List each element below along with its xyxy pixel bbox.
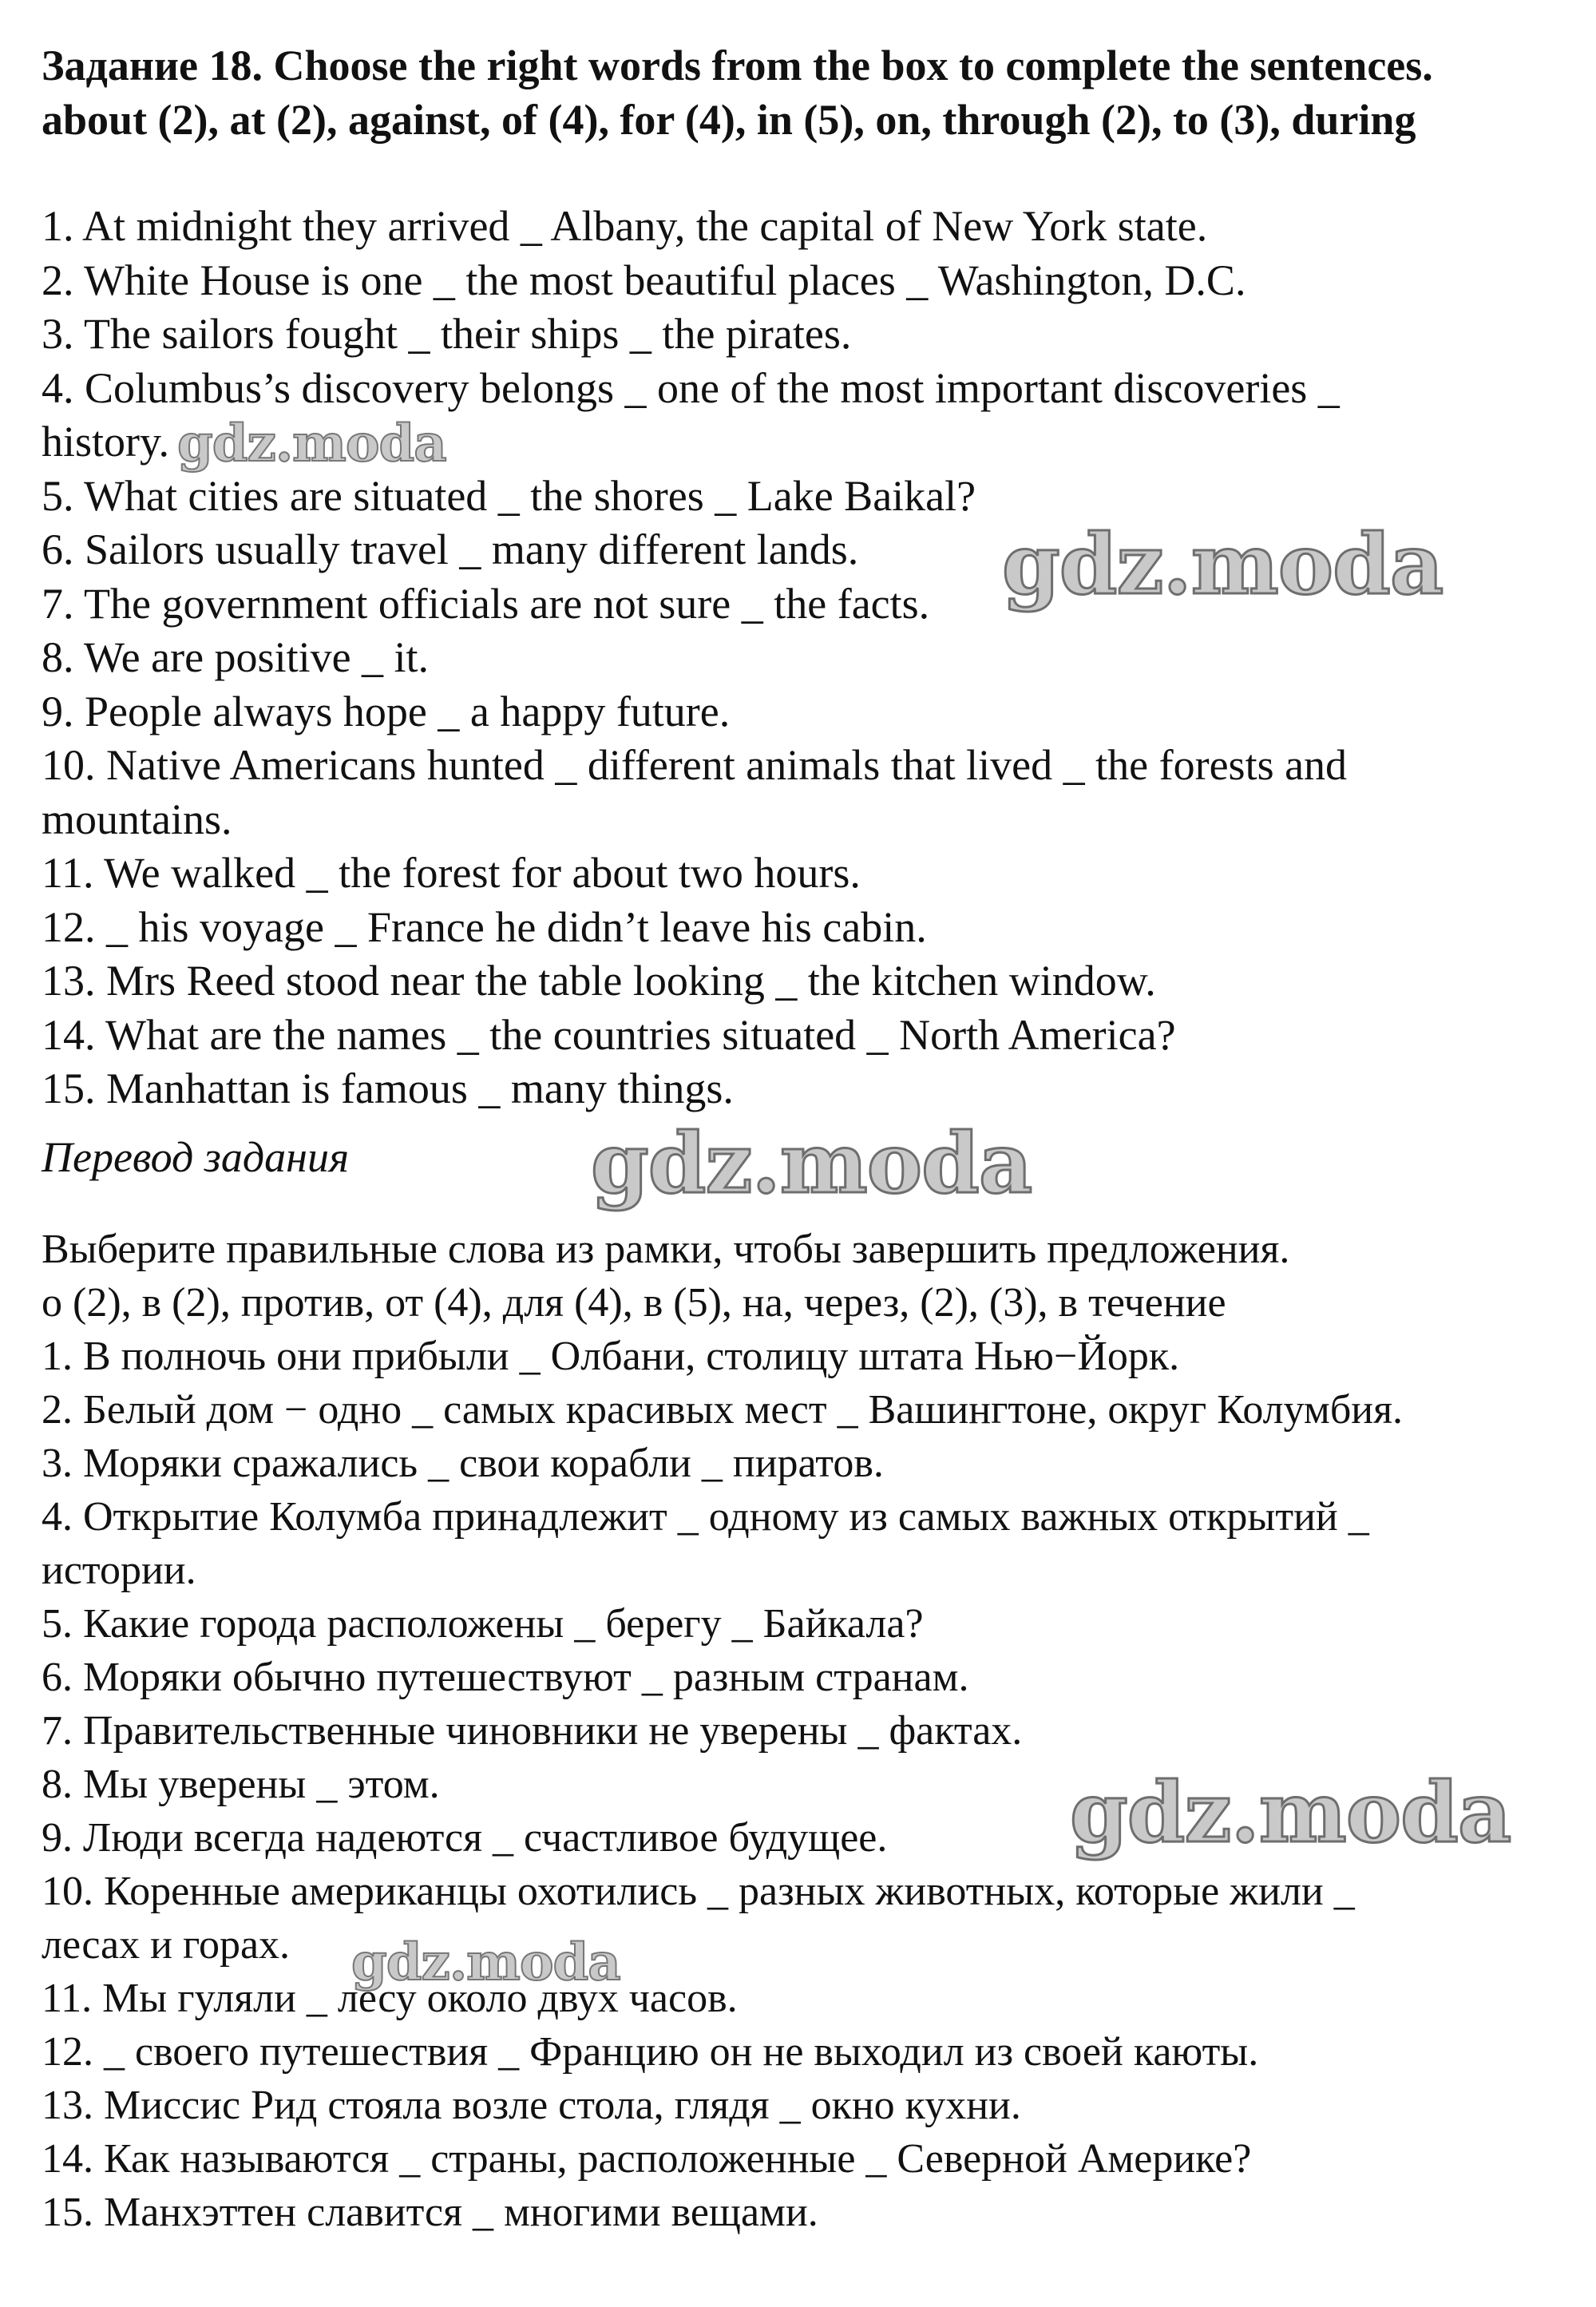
sentence-ru-4-cont: истории. bbox=[42, 1547, 196, 1593]
sentence-ru-7: 7. Правительственные чиновники не уверены _ фактах. bbox=[42, 1707, 1023, 1754]
sentence-en-13: 13. Mrs Reed stood near the table looking _ the kitchen window. bbox=[42, 957, 1156, 1005]
sentence-ru-5: 5. Какие города расположены _ берегу _ Байкала? bbox=[42, 1600, 924, 1647]
translation-label: Перевод задания bbox=[42, 1132, 350, 1181]
sentence-en-1: 1. At midnight they arrived _ Albany, the capital of New York state. bbox=[42, 202, 1208, 250]
translation-intro: Выберите правильные слова из рамки, чтобы завершить предложения. bbox=[42, 1226, 1290, 1272]
sentence-ru-15: 15. Манхэттен славится _ многими вещами. bbox=[42, 2189, 818, 2235]
sentence-ru-13: 13. Миссис Рид стояла возле стола, глядя _ окно кухни. bbox=[42, 2082, 1021, 2128]
sentence-ru-14: 14. Как называются _ страны, расположенные _ Северной Америке? bbox=[42, 2135, 1252, 2182]
sentence-en-2: 2. White House is one _ the most beautiful places _ Washington, D.C. bbox=[42, 256, 1246, 304]
translation-word-box: о (2), в (2), против, от (4), для (4), в (5), на, через, (2), (3), в течение bbox=[42, 1279, 1226, 1326]
sentence-en-14: 14. What are the names _ the countries situated _ North America? bbox=[42, 1010, 1176, 1059]
sentence-en-5: 5. What cities are situated _ the shores _ Lake Baikal? bbox=[42, 471, 976, 520]
sentence-en-7: 7. The government officials are not sure _ the facts. bbox=[42, 579, 930, 628]
sentence-en-8: 8. We are positive _ it. bbox=[42, 633, 430, 681]
sentence-en-3: 3. The sailors fought _ their ships _ the pirates. bbox=[42, 310, 852, 358]
watermark-logo: gdz.moda bbox=[1002, 515, 1444, 613]
sentence-ru-12: 12. _ своего путешествия _ Францию он не выходил из своей каюты. bbox=[42, 2028, 1259, 2075]
watermark-logo: gdz.moda bbox=[591, 1114, 1032, 1212]
sentence-en-4-cont: history. bbox=[42, 418, 169, 466]
sentence-ru-10-cont: лесах и горах. bbox=[42, 1921, 291, 1968]
task-title: Задание 18. Choose the right words from the box to complete the sentences. bbox=[42, 42, 1433, 89]
sentence-en-12: 12. _ his voyage _ France he didn’t leave his cabin. bbox=[42, 902, 927, 951]
sentence-en-10: 10. Native Americans hunted _ different animals that lived _ the forests and bbox=[42, 741, 1348, 789]
sentence-en-4: 4. Columbus’s discovery belongs _ one of the most important discoveries _ bbox=[42, 363, 1340, 412]
sentence-ru-9: 9. Люди всегда надеются _ счастливое будущее. bbox=[42, 1814, 888, 1861]
sentence-en-10-cont: mountains. bbox=[42, 795, 232, 843]
sentence-en-11: 11. We walked _ the forest for about two hours. bbox=[42, 849, 861, 897]
sentence-ru-11: 11. Мы гуляли _ лесу около двух часов. bbox=[42, 1975, 738, 2021]
sentence-en-9: 9. People always hope _ a happy future. bbox=[42, 687, 731, 735]
sentence-ru-2: 2. Белый дом − одно _ самых красивых мест _ Вашингтоне, округ Колумбия. bbox=[42, 1386, 1404, 1433]
watermark-logo: gdz.moda bbox=[351, 1932, 620, 1992]
sentence-ru-6: 6. Моряки обычно путешествуют _ разным странам. bbox=[42, 1654, 969, 1700]
sentence-ru-4: 4. Открытие Колумба принадлежит _ одному из самых важных открытий _ bbox=[42, 1493, 1369, 1540]
sentence-en-6: 6. Sailors usually travel _ many different lands. bbox=[42, 525, 859, 573]
word-box: about (2), at (2), against, of (4), for (4), in (5), on, through (2), to (3), during bbox=[42, 96, 1416, 144]
sentence-ru-1: 1. В полночь они прибыли _ Олбани, столицу штата Нью−Йорк. bbox=[42, 1333, 1180, 1379]
english-sentences bbox=[42, 200, 1574, 1116]
sentence-ru-8: 8. Мы уверены _ этом. bbox=[42, 1761, 440, 1807]
sentence-en-15: 15. Manhattan is famous _ many things. bbox=[42, 1064, 734, 1112]
watermark-logo: gdz.moda bbox=[177, 414, 446, 474]
sentence-ru-10: 10. Коренные американцы охотились _ разных животных, которые жили _ bbox=[42, 1868, 1355, 1914]
watermark-logo: gdz.moda bbox=[1070, 1763, 1511, 1861]
sentence-ru-3: 3. Моряки сражались _ свои корабли _ пиратов. bbox=[42, 1440, 884, 1486]
